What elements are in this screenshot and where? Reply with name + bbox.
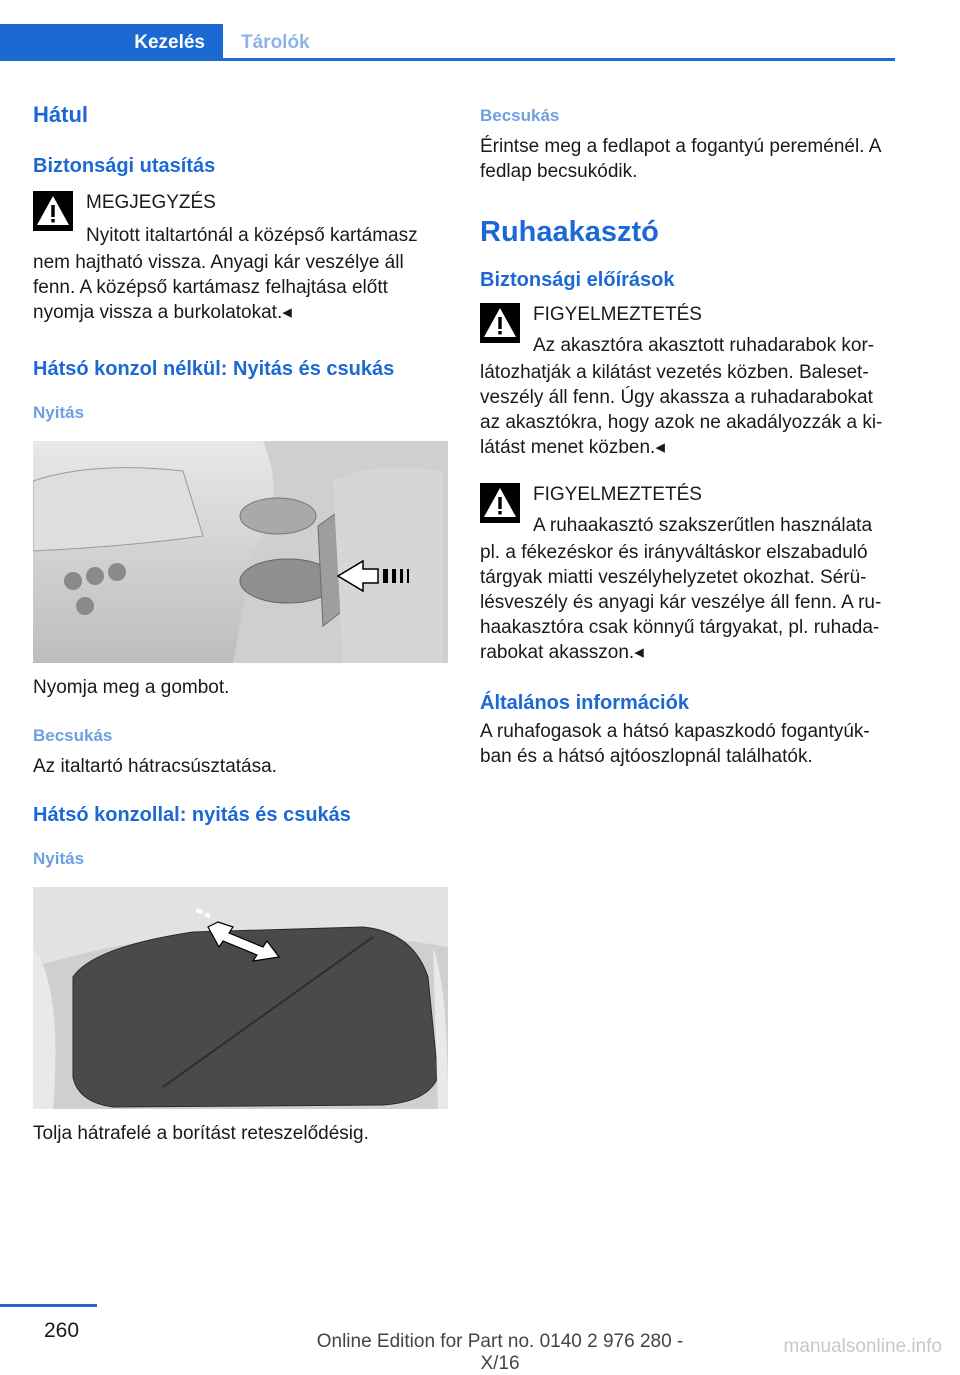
warning-first-line: Az akasztóra akasztott ruhadarabok kor- [533,335,875,356]
warning-text: nem hajtható vissza. Anyagi kár veszélye áll fenn. A középső kartámasz felhajtása előtt nyomja vissza a burkolatokat.◂ [33,252,404,323]
watermark: manualsonline.info [783,1336,942,1357]
heading-biztonsagi-utasitas: Biztonsági utasítás [33,155,216,177]
warning-title: MEGJEGYZÉS [86,192,216,213]
warning-triangle-icon [480,483,520,523]
text-becsukas-1: Az italtartó hátracsúsztatása. [33,756,277,777]
left-column [33,96,448,1146]
text-becsukas-2: Érintse meg a fedlapot a fogantyú pereménél. A fedlap becsukódik. [480,136,881,182]
heading-nyitas-1: Nyitás [33,403,85,422]
footer-rule [0,1304,97,1307]
edition-note: Online Edition for Part no. 0140 2 976 280 - X/16 [316,1331,684,1374]
warning-first-line: A ruhaakasztó szakszerűtlen használata [533,515,873,536]
warning-first-line: Nyitott italtartónál a középső kartámasz [86,225,418,246]
heading-biztonsagi-eloirasok: Biztonsági előírások [480,269,675,291]
warning-triangle-icon [480,303,520,343]
heading-altalanos-informaciok: Általános információk [480,692,689,714]
heading-konzollal: Hátsó konzollal: nyitás és csukás [33,804,351,826]
warning-figyelmeztetes-1 [480,302,895,460]
warning-triangle-icon [33,191,73,231]
header-rule [223,58,895,61]
caption-nyomja: Nyomja meg a gombot. [33,677,230,698]
warning-text: pl. a fékezéskor és irányváltáskor elszabaduló tárgyak miatti veszélyhelyzetet okozhat. Sérü-lésveszély és anyagi kár veszélye áll fenn. A ru-haakasztóra csak könnyű tárgyakat, pl. ruhada-rabokat akasszon.◂ [480,542,882,663]
caption-tolja: Tolja hátrafelé a borítást reteszelődésig. [33,1123,369,1144]
page-number: 260 [44,1319,80,1342]
warning-figyelmeztetes-2 [480,482,895,665]
warning-note-1 [33,190,448,325]
warning-title: FIGYELMEZTETÉS [533,484,702,505]
cupholder-photo [33,441,448,663]
heading-becsukas-2: Becsukás [480,106,560,125]
heading-nyitas-2: Nyitás [33,849,85,868]
text-altalanos: A ruhafogasok a hátsó kapaszkodó fogantyúk-ban és a hátsó ajtóoszlopnál találhatók. [480,721,870,767]
console-cover-photo [33,887,448,1109]
warning-text: látozhatják a kilátást vezetés közben. Baleset-veszély áll fenn. Úgy akassza a ruhadarabokat az akasztókra, hogy azok ne akadályozzák a ki-látást menet közben.◂ [480,362,883,458]
heading-hatul: Hátul [33,102,88,127]
right-column [480,96,895,769]
warning-title: FIGYELMEZTETÉS [533,304,702,325]
heading-becsukas-1: Becsukás [33,726,113,745]
tab-tarolok[interactable]: Tárolók [241,31,310,53]
header-tabbar [0,24,895,61]
tab-kezeles[interactable]: Kezelés [0,24,223,61]
heading-ruhaakaszto: Ruhaakasztó [480,216,659,248]
heading-konzol-nelkul: Hátsó konzol nélkül: Nyitás és csukás [33,358,395,380]
